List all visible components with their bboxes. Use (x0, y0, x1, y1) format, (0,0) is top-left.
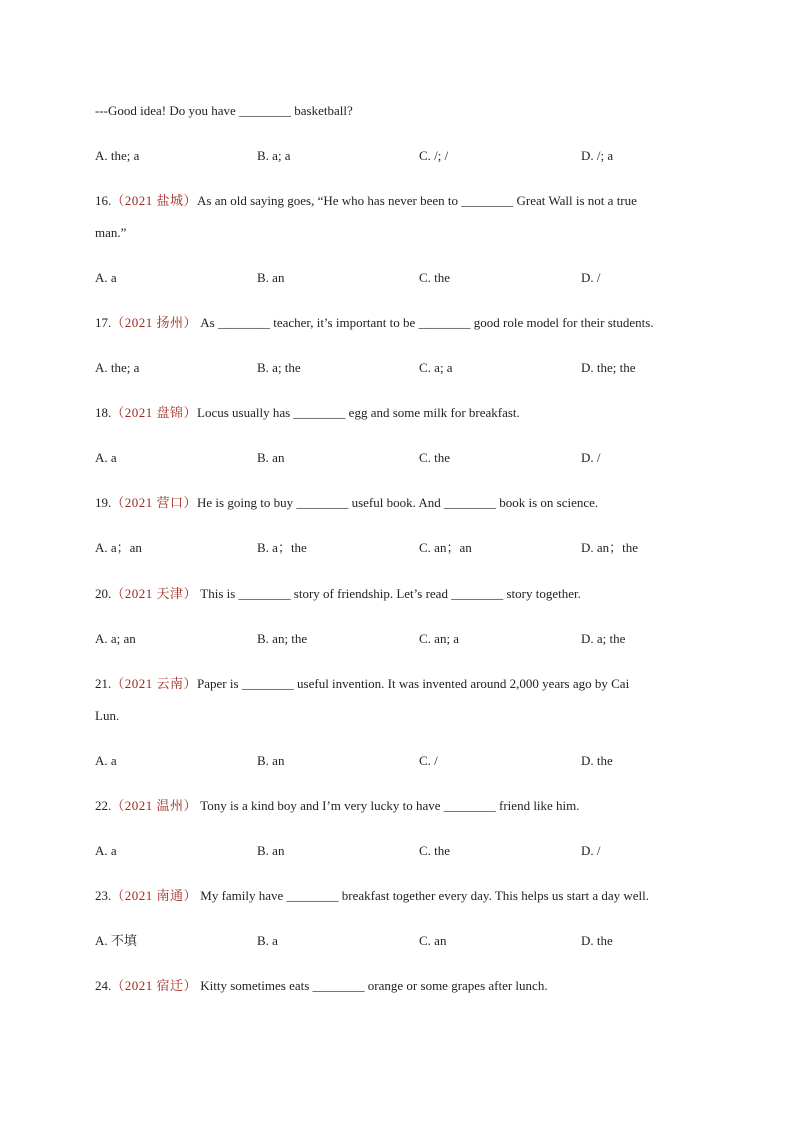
question-16-options (95, 270, 745, 286)
option-d: D. the (581, 933, 613, 948)
option-b: B. an (257, 270, 285, 285)
question-18 (95, 405, 520, 421)
option-b: B. an; the (257, 631, 308, 646)
intro-option-b: B. a; a (257, 148, 291, 163)
question-text: Locus usually has ________ egg and some milk for breakfast. (197, 405, 520, 420)
question-24 (95, 978, 548, 994)
option-d: D. an；the (581, 540, 639, 555)
question-17-options (95, 360, 745, 376)
question-23 (95, 888, 649, 904)
question-source: （2021 营口） (111, 495, 198, 510)
question-number: 21. (95, 676, 112, 691)
question-source: （2021 天津） (111, 586, 198, 601)
question-source: （2021 宿迁） (111, 978, 198, 993)
intro-options (95, 148, 745, 164)
question-16 (95, 193, 637, 209)
option-d: D. the; the (581, 360, 636, 375)
option-a: A. a (95, 843, 117, 858)
question-18-options (95, 450, 745, 466)
question-21 (95, 676, 629, 692)
option-b: B. an (257, 843, 285, 858)
intro-option-c: C. /; / (419, 148, 449, 163)
question-number: 17. (95, 315, 112, 330)
question-source: （2021 南通） (111, 888, 198, 903)
question-number: 20. (95, 586, 112, 601)
option-c: C. the (419, 450, 451, 465)
question-22 (95, 798, 580, 814)
option-a: A. a (95, 270, 117, 285)
option-a: A. a; an (95, 631, 136, 646)
question-source: （2021 云南） (111, 676, 198, 691)
question-source: （2021 盐城） (111, 193, 198, 208)
question-text: As ________ teacher, it’s important to be ________ good role model for their students. (197, 315, 654, 330)
question-20 (95, 586, 581, 602)
option-c: C. / (419, 753, 438, 768)
question-20-options (95, 631, 745, 647)
question-16-continuation: man.” (95, 225, 127, 240)
question-text: He is going to buy ________ useful book. And ________ book is on science. (197, 495, 599, 510)
option-d: D. a; the (581, 631, 626, 646)
option-d: D. the (581, 753, 613, 768)
option-d: D. / (581, 450, 601, 465)
question-text: As an old saying goes, “He who has never been to ________ Great Wall is not a true (197, 193, 637, 208)
question-23-options (95, 933, 745, 949)
question-21-options (95, 753, 745, 769)
question-number: 22. (95, 798, 112, 813)
question-number: 24. (95, 978, 112, 993)
option-b: B. a; the (257, 360, 301, 375)
intro-option-a: A. the; a (95, 148, 140, 163)
question-22-options (95, 843, 745, 859)
question-source: （2021 扬州） (111, 315, 198, 330)
question-text: Kitty sometimes eats ________ orange or some grapes after lunch. (197, 978, 548, 993)
option-b: B. an (257, 450, 285, 465)
option-c: C. a; a (419, 360, 453, 375)
option-a: A. 不填 (95, 933, 137, 948)
question-text: Paper is ________ useful invention. It was invented around 2,000 years ago by Cai (197, 676, 630, 691)
intro-option-d: D. /; a (581, 148, 614, 163)
question-21-continuation: Lun. (95, 708, 120, 723)
option-c: C. an; a (419, 631, 460, 646)
option-a: A. the; a (95, 360, 140, 375)
option-a: A. a；an (95, 540, 142, 555)
question-text: This is ________ story of friendship. Let’s read ________ story together. (197, 586, 581, 601)
option-c: C. the (419, 843, 451, 858)
question-source: （2021 温州） (111, 798, 198, 813)
question-number: 23. (95, 888, 112, 903)
question-number: 19. (95, 495, 112, 510)
question-17 (95, 315, 654, 331)
intro-line: ---Good idea! Do you have ________ basketball? (95, 103, 353, 118)
question-19-options (95, 540, 745, 556)
option-c: C. an；an (419, 540, 472, 555)
question-text: My family have ________ breakfast together every day. This helps us start a day well. (197, 888, 650, 903)
option-b: B. an (257, 753, 285, 768)
option-d: D. / (581, 270, 601, 285)
option-d: D. / (581, 843, 601, 858)
option-a: A. a (95, 450, 117, 465)
option-a: A. a (95, 753, 117, 768)
option-c: C. the (419, 270, 451, 285)
question-text: Tony is a kind boy and I’m very lucky to have ________ friend like him. (197, 798, 580, 813)
option-c: C. an (419, 933, 447, 948)
question-number: 18. (95, 405, 112, 420)
option-b: B. a (257, 933, 278, 948)
question-19 (95, 495, 598, 511)
question-number: 16. (95, 193, 112, 208)
question-source: （2021 盘锦） (111, 405, 198, 420)
option-b: B. a；the (257, 540, 307, 555)
